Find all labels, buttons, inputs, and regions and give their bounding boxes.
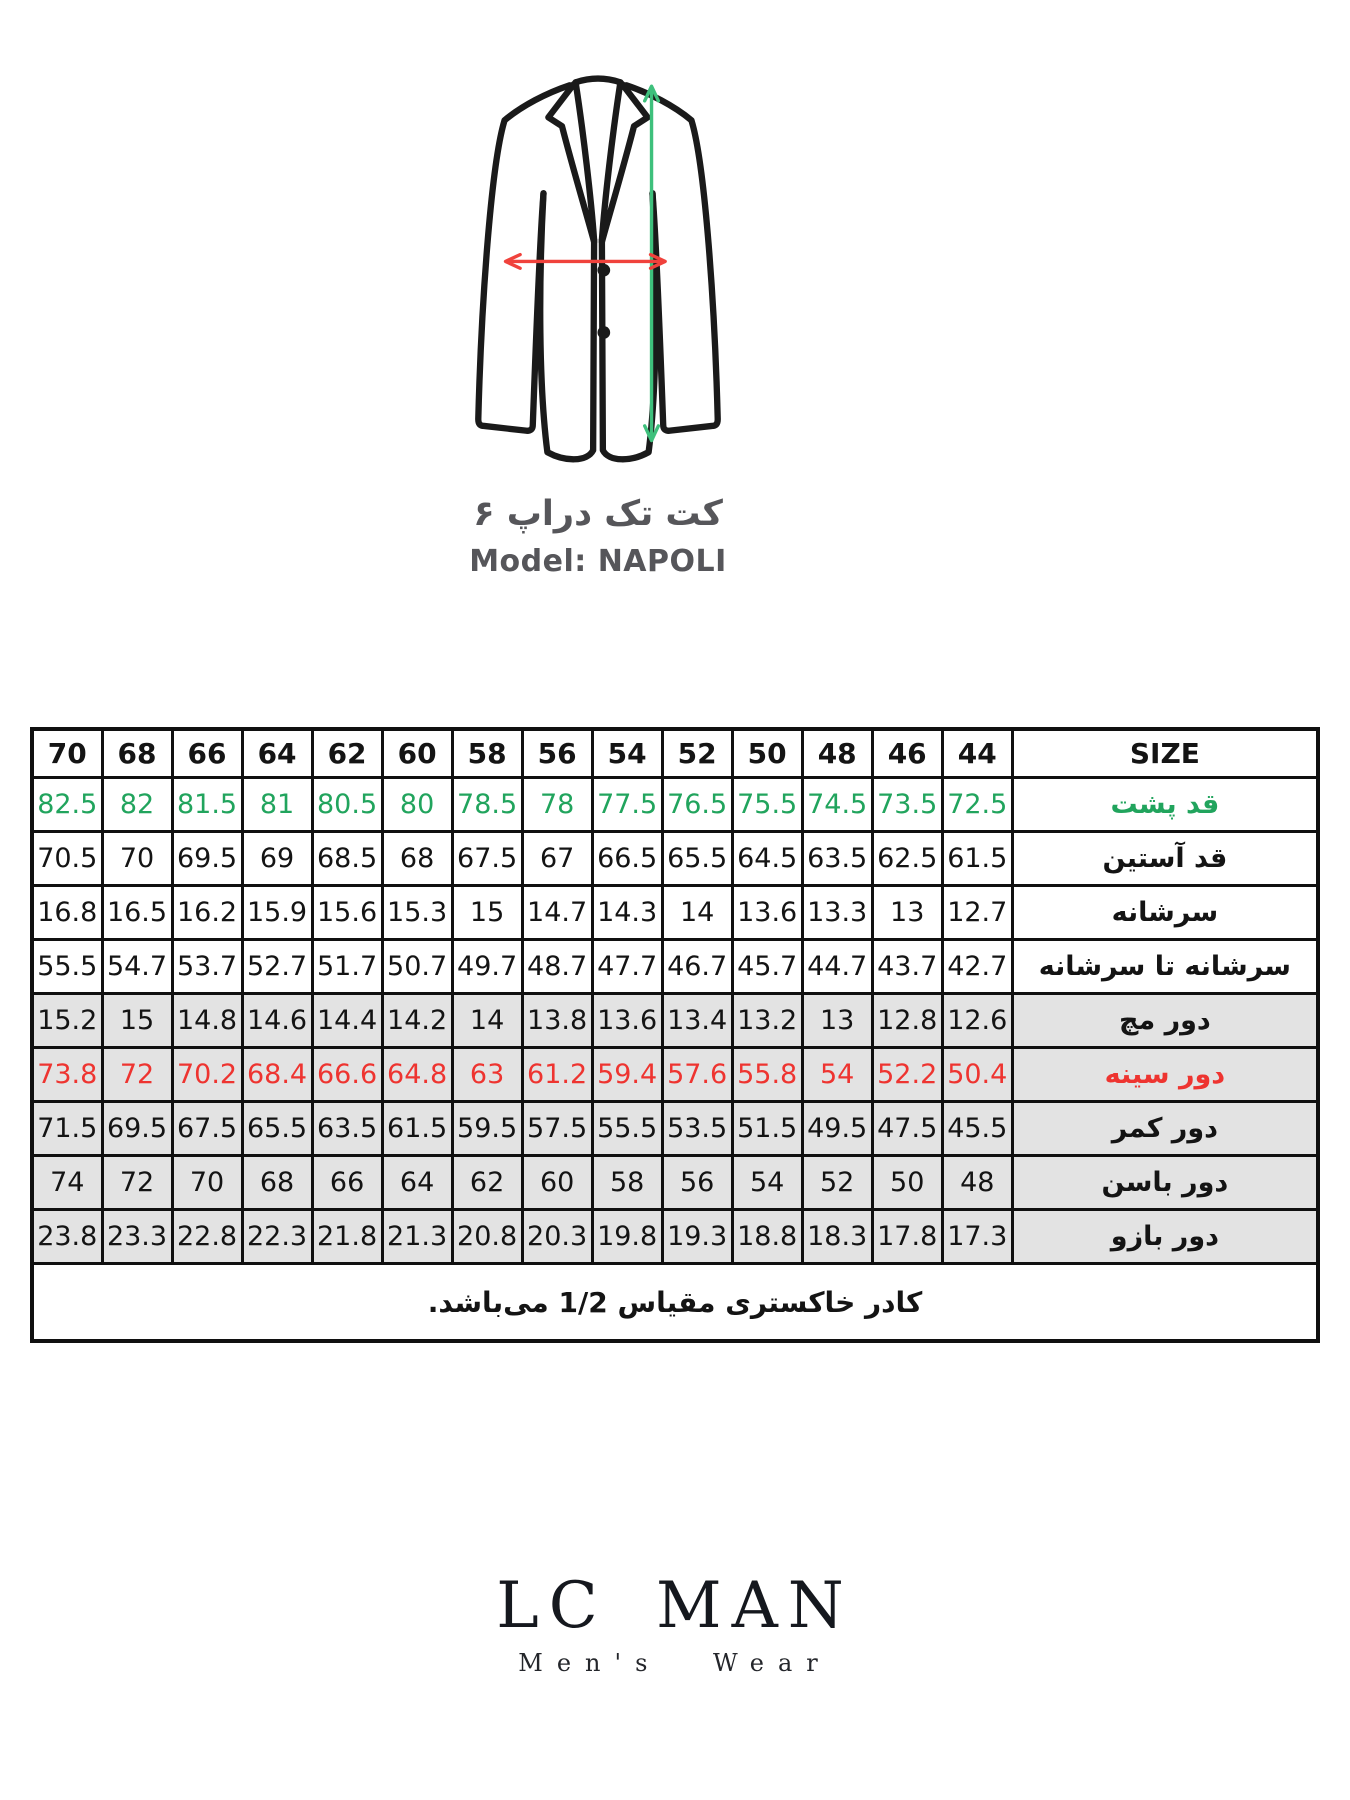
measurement-label: دور مچ	[1012, 994, 1318, 1048]
measurement-cell: 64	[382, 1156, 452, 1210]
measurement-cell: 15.9	[242, 886, 312, 940]
size-header-cell: 46	[872, 729, 942, 778]
size-header-cell: 58	[452, 729, 522, 778]
measurement-cell: 66.5	[592, 832, 662, 886]
measurement-label: قد آستین	[1012, 832, 1318, 886]
measurement-cell: 13.8	[522, 994, 592, 1048]
measurement-cell: 71.5	[32, 1102, 102, 1156]
measurement-cell: 48.7	[522, 940, 592, 994]
measurement-cell: 47.7	[592, 940, 662, 994]
measurement-cell: 14	[662, 886, 732, 940]
measurement-cell: 80.5	[312, 778, 382, 832]
measurement-cell: 70.5	[32, 832, 102, 886]
measurement-cell: 14.7	[522, 886, 592, 940]
measurement-row	[32, 778, 1318, 832]
measurement-cell: 12.7	[942, 886, 1012, 940]
footnote-row	[32, 1264, 1318, 1342]
jacket-button	[598, 264, 611, 277]
measurement-cell: 63	[452, 1048, 522, 1102]
measurement-cell: 17.3	[942, 1210, 1012, 1264]
measurement-cell: 80	[382, 778, 452, 832]
measurement-row	[32, 1102, 1318, 1156]
measurement-cell: 68	[382, 832, 452, 886]
measurement-cell: 62.5	[872, 832, 942, 886]
measurement-cell: 54	[802, 1048, 872, 1102]
measurement-cell: 70.2	[172, 1048, 242, 1102]
measurement-cell: 14.4	[312, 994, 382, 1048]
measurement-cell: 15	[102, 994, 172, 1048]
measurement-cell: 61.2	[522, 1048, 592, 1102]
measurement-cell: 43.7	[872, 940, 942, 994]
size-corner-header: SIZE	[1012, 729, 1318, 778]
measurement-cell: 75.5	[732, 778, 802, 832]
size-header-cell: 54	[592, 729, 662, 778]
size-header-cell: 56	[522, 729, 592, 778]
measurement-cell: 20.3	[522, 1210, 592, 1264]
size-header-cell: 70	[32, 729, 102, 778]
brand-tagline: Men's Wear	[518, 1649, 832, 1677]
measurement-cell: 70	[102, 832, 172, 886]
measurement-cell: 65.5	[242, 1102, 312, 1156]
size-header-cell: 64	[242, 729, 312, 778]
measurement-cell: 18.3	[802, 1210, 872, 1264]
brand-name: LC MAN	[496, 1569, 854, 1643]
measurement-cell: 68.4	[242, 1048, 312, 1102]
measurement-cell: 76.5	[662, 778, 732, 832]
measurement-cell: 78.5	[452, 778, 522, 832]
measurement-row	[32, 886, 1318, 940]
measurement-cell: 44.7	[802, 940, 872, 994]
measurement-row	[32, 1210, 1318, 1264]
jacket-diagram	[452, 72, 744, 482]
size-header-cell: 50	[732, 729, 802, 778]
measurement-cell: 53.5	[662, 1102, 732, 1156]
measurement-cell: 67.5	[172, 1102, 242, 1156]
measurement-cell: 42.7	[942, 940, 1012, 994]
measurement-cell: 13.6	[732, 886, 802, 940]
measurement-row	[32, 994, 1318, 1048]
jacket-left-sleeve	[478, 85, 569, 431]
measurement-cell: 19.8	[592, 1210, 662, 1264]
measurement-cell: 15.6	[312, 886, 382, 940]
measurement-cell: 61.5	[382, 1102, 452, 1156]
measurement-cell: 66.6	[312, 1048, 382, 1102]
measurement-row	[32, 940, 1318, 994]
measurement-cell: 52.2	[872, 1048, 942, 1102]
measurement-cell: 54	[732, 1156, 802, 1210]
measurement-label: سرشانه	[1012, 886, 1318, 940]
measurement-cell: 56	[662, 1156, 732, 1210]
measurement-cell: 16.5	[102, 886, 172, 940]
measurement-cell: 50	[872, 1156, 942, 1210]
measurement-cell: 15.3	[382, 886, 452, 940]
jacket-collar	[576, 79, 621, 83]
measurement-cell: 73.8	[32, 1048, 102, 1102]
measurement-cell: 69.5	[172, 832, 242, 886]
measurement-cell: 15.2	[32, 994, 102, 1048]
measurement-cell: 69	[242, 832, 312, 886]
measurement-cell: 13.6	[592, 994, 662, 1048]
size-table-body	[32, 778, 1318, 1342]
measurement-cell: 51.7	[312, 940, 382, 994]
measurement-cell: 81	[242, 778, 312, 832]
measurement-cell: 16.2	[172, 886, 242, 940]
measurement-cell: 53.7	[172, 940, 242, 994]
measurement-cell: 59.4	[592, 1048, 662, 1102]
measurement-cell: 72.5	[942, 778, 1012, 832]
measurement-cell: 64.8	[382, 1048, 452, 1102]
measurement-label: سرشانه تا سرشانه	[1012, 940, 1318, 994]
size-header-cell: 60	[382, 729, 452, 778]
measurement-cell: 45.7	[732, 940, 802, 994]
measurement-cell: 17.8	[872, 1210, 942, 1264]
measurement-row	[32, 832, 1318, 886]
measurement-cell: 18.8	[732, 1210, 802, 1264]
size-header-cell: 62	[312, 729, 382, 778]
measurement-cell: 57.5	[522, 1102, 592, 1156]
measurement-cell: 13.2	[732, 994, 802, 1048]
measurement-cell: 52.7	[242, 940, 312, 994]
measurement-cell: 48	[942, 1156, 1012, 1210]
measurement-cell: 22.3	[242, 1210, 312, 1264]
measurement-cell: 78	[522, 778, 592, 832]
measurement-label: دور بازو	[1012, 1210, 1318, 1264]
measurement-cell: 74.5	[802, 778, 872, 832]
measurement-cell: 67	[522, 832, 592, 886]
measurement-cell: 52	[802, 1156, 872, 1210]
measurement-cell: 64.5	[732, 832, 802, 886]
measurement-cell: 55.5	[592, 1102, 662, 1156]
measurement-cell: 23.8	[32, 1210, 102, 1264]
measurement-label: دور باسن	[1012, 1156, 1318, 1210]
measurement-cell: 81.5	[172, 778, 242, 832]
measurement-cell: 14.3	[592, 886, 662, 940]
jacket-left-body	[540, 193, 594, 459]
measurement-cell: 72	[102, 1048, 172, 1102]
measurement-cell: 13	[802, 994, 872, 1048]
product-title-fa: کت تک دراپ ۶	[473, 494, 723, 534]
measurement-cell: 68	[242, 1156, 312, 1210]
measurement-cell: 14.8	[172, 994, 242, 1048]
measurement-cell: 73.5	[872, 778, 942, 832]
size-table-wrap	[30, 727, 1320, 1343]
measurement-row	[32, 1048, 1318, 1102]
measurement-cell: 68.5	[312, 832, 382, 886]
measurement-cell: 66	[312, 1156, 382, 1210]
measurement-cell: 15	[452, 886, 522, 940]
measurement-cell: 62	[452, 1156, 522, 1210]
measurement-cell: 21.8	[312, 1210, 382, 1264]
jacket-button	[598, 326, 611, 339]
measurement-cell: 49.5	[802, 1102, 872, 1156]
size-header-cell: 68	[102, 729, 172, 778]
measurement-label: دور کمر	[1012, 1102, 1318, 1156]
footer-logo	[0, 1569, 1350, 1677]
measurement-label: دور سینه	[1012, 1048, 1318, 1102]
size-header-cell: 48	[802, 729, 872, 778]
measurement-cell: 74	[32, 1156, 102, 1210]
jacket-right-body	[602, 193, 656, 459]
measurement-cell: 67.5	[452, 832, 522, 886]
measurement-cell: 82	[102, 778, 172, 832]
measurement-cell: 16.8	[32, 886, 102, 940]
measurement-cell: 70	[172, 1156, 242, 1210]
measurement-cell: 12.6	[942, 994, 1012, 1048]
measurement-cell: 63.5	[802, 832, 872, 886]
measurement-row	[32, 1156, 1318, 1210]
measurement-cell: 77.5	[592, 778, 662, 832]
measurement-cell: 51.5	[732, 1102, 802, 1156]
measurement-cell: 50.4	[942, 1048, 1012, 1102]
measurement-cell: 59.5	[452, 1102, 522, 1156]
size-table	[30, 727, 1320, 1343]
measurement-cell: 60	[522, 1156, 592, 1210]
measurement-cell: 14	[452, 994, 522, 1048]
model-name: Model: NAPOLI	[469, 544, 727, 579]
measurement-cell: 21.3	[382, 1210, 452, 1264]
measurement-cell: 50.7	[382, 940, 452, 994]
measurement-cell: 22.8	[172, 1210, 242, 1264]
chest-arrow-icon	[506, 255, 666, 269]
measurement-cell: 14.6	[242, 994, 312, 1048]
size-header-cell: 66	[172, 729, 242, 778]
measurement-cell: 13	[872, 886, 942, 940]
size-header-cell: 44	[942, 729, 1012, 778]
measurement-cell: 46.7	[662, 940, 732, 994]
size-header-cell: 52	[662, 729, 732, 778]
measurement-cell: 19.3	[662, 1210, 732, 1264]
measurement-cell: 23.3	[102, 1210, 172, 1264]
size-header-row	[32, 729, 1318, 778]
measurement-label: قد پشت	[1012, 778, 1318, 832]
measurement-cell: 13.3	[802, 886, 872, 940]
measurement-cell: 63.5	[312, 1102, 382, 1156]
scale-note: کادر خاکستری مقیاس 1/2 می‌باشد.	[32, 1264, 1318, 1342]
measurement-cell: 20.8	[452, 1210, 522, 1264]
measurement-cell: 55.8	[732, 1048, 802, 1102]
measurement-cell: 65.5	[662, 832, 732, 886]
measurement-cell: 47.5	[872, 1102, 942, 1156]
measurement-cell: 57.6	[662, 1048, 732, 1102]
measurement-cell: 45.5	[942, 1102, 1012, 1156]
measurement-cell: 61.5	[942, 832, 1012, 886]
measurement-cell: 12.8	[872, 994, 942, 1048]
measurement-cell: 69.5	[102, 1102, 172, 1156]
header-block	[0, 0, 1196, 579]
measurement-cell: 72	[102, 1156, 172, 1210]
measurement-cell: 13.4	[662, 994, 732, 1048]
measurement-cell: 82.5	[32, 778, 102, 832]
jacket-right-sleeve	[626, 85, 717, 431]
measurement-cell: 49.7	[452, 940, 522, 994]
measurement-cell: 58	[592, 1156, 662, 1210]
measurement-cell: 54.7	[102, 940, 172, 994]
measurement-cell: 14.2	[382, 994, 452, 1048]
measurement-cell: 55.5	[32, 940, 102, 994]
